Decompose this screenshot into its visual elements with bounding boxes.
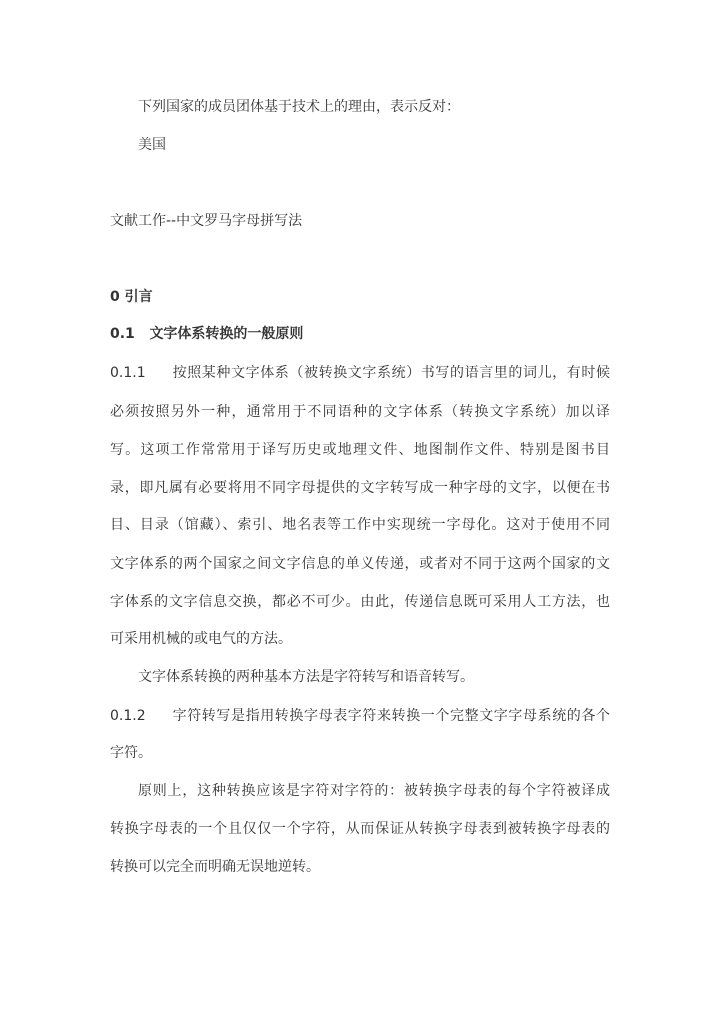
clause-number: 0.1.1 <box>110 365 146 381</box>
clause-line: 写。这项工作常常用于译写历史或地理文件、地图制作文件、特别是图书目 <box>110 442 610 458</box>
objecting-country: 美国 <box>138 137 166 153</box>
clause-line: 字体系的文字信息交换，都必不可少。由此，传递信息既可采用人工方法，也 <box>110 594 610 610</box>
clause-followup: 文字体系转换的两种基本方法是字符转写和语音转写。 <box>138 669 474 685</box>
clause-line: 必须按照另外一种，通常用于不同语种的文字体系（转换文字系统）加以译 <box>110 404 610 420</box>
clause-line: 可采用机械的或电气的方法。 <box>110 631 292 647</box>
subsection-title: 文字体系转换的一般原则 <box>149 326 304 342</box>
subsection-heading <box>110 325 303 343</box>
clause-followup-line: 原则上，这种转换应该是字符对字符的：被转换字母表的每个字符被译成 <box>138 783 610 799</box>
subsection-number: 0.1 <box>110 326 135 342</box>
intro-statement: 下列国家的成员团体基于技术上的理由，表示反对： <box>138 99 460 115</box>
clause-line: 字符。 <box>110 745 152 761</box>
clause-line: 0.1.1 按照某种文字体系（被转换文字系统）书写的语言里的词儿，有时候 <box>110 365 610 381</box>
document-title: 文献工作--中文罗马字母拼写法 <box>110 213 303 229</box>
clause-line: 0.1.2 字符转写是指用转换字母表字符来转换一个完整文字字母系统的各个 <box>110 708 610 724</box>
clause-followup-line: 转换字母表的一个且仅仅一个字符，从而保证从转换字母表到被转换字母表的 <box>110 821 610 837</box>
clause-line: 文字体系的两个国家之间文字信息的单义传递，或者对不同于这两个国家的文 <box>110 556 610 572</box>
clause-followup-line: 转换可以完全而明确无误地逆转。 <box>110 859 320 875</box>
clause-line: 录，即凡属有必要将用不同字母提供的文字转写成一种字母的文字，以便在书 <box>110 480 610 496</box>
clause-number: 0.1.2 <box>110 708 146 724</box>
section-heading: 0 引言 <box>110 289 153 305</box>
clause-line: 目、目录（馆藏）、索引、地名表等工作中实现统一字母化。这对于使用不同 <box>110 517 610 533</box>
